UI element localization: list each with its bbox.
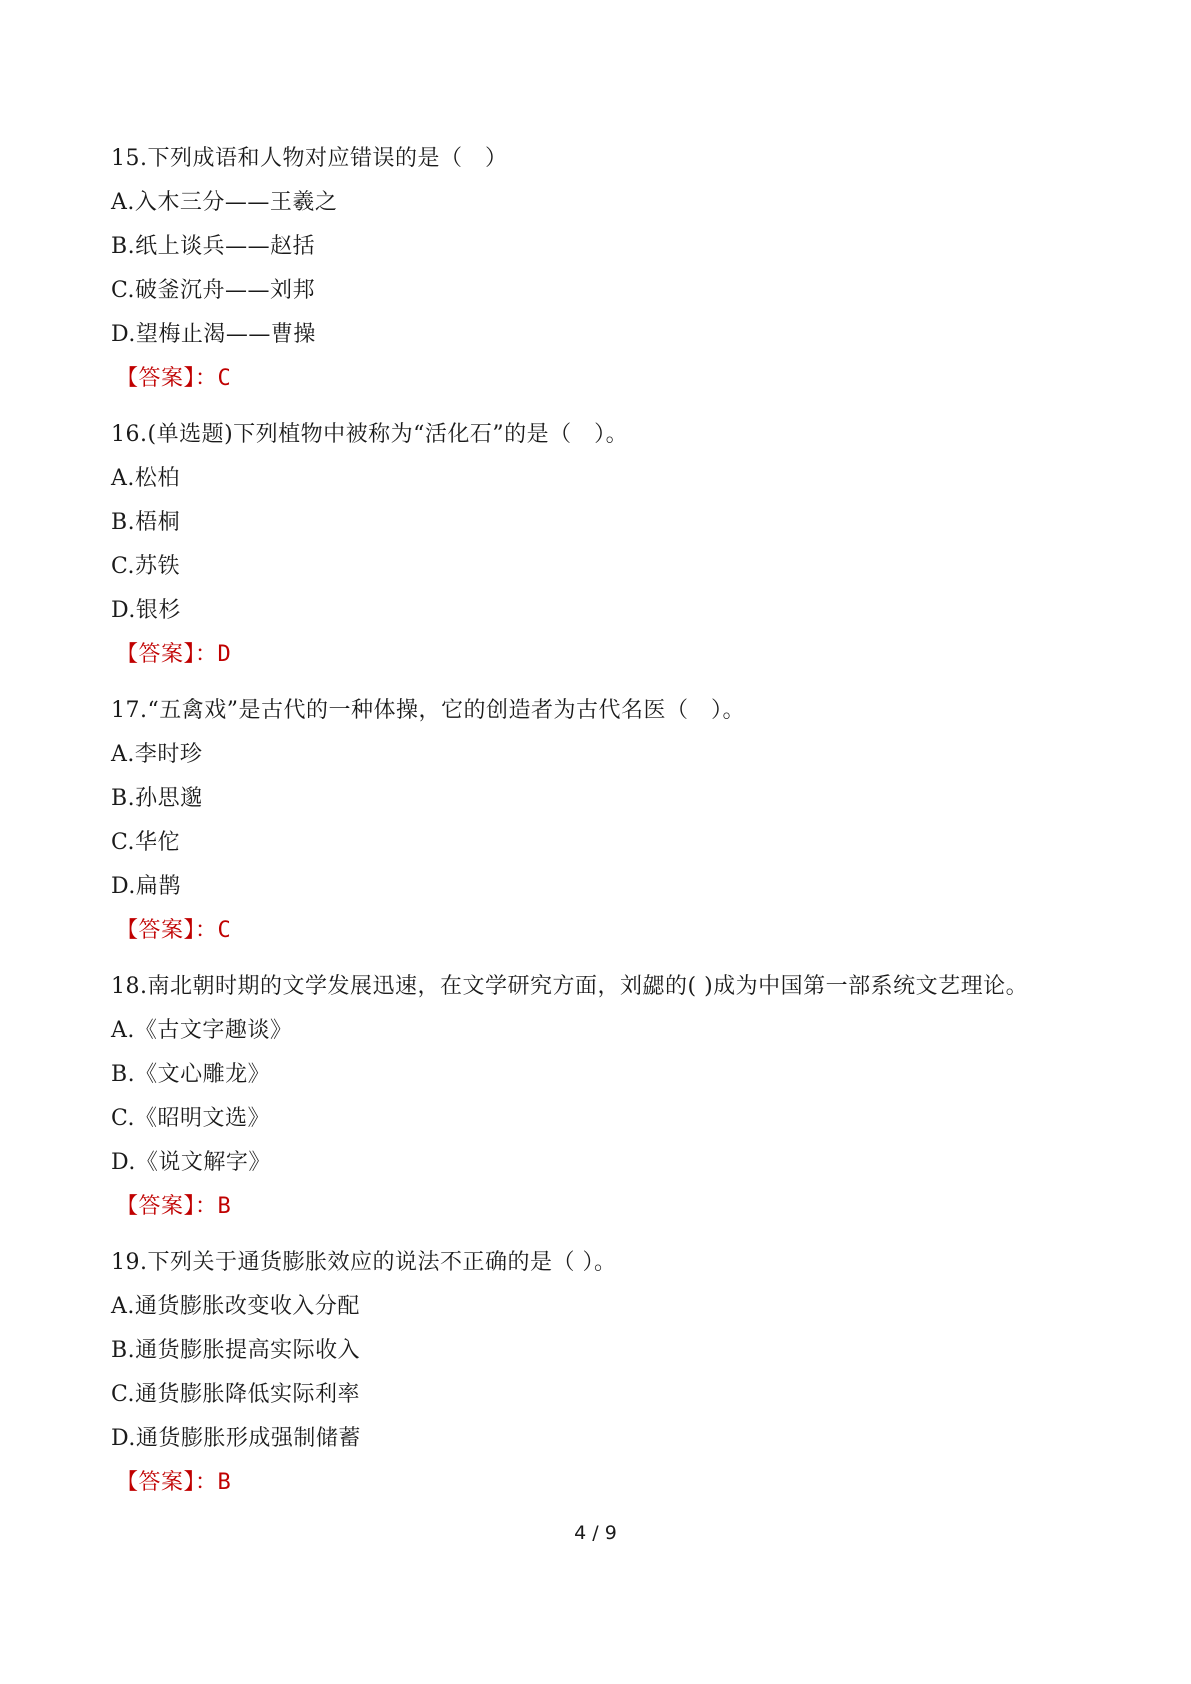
question-16 xyxy=(111,413,1111,677)
answer-value: B xyxy=(217,1194,232,1219)
answer-line xyxy=(111,357,1111,401)
option-c: C.《昭明文选》 xyxy=(111,1106,271,1131)
answer-label: 【答案】： xyxy=(116,1470,218,1495)
option-b: B.通货膨胀提高实际收入 xyxy=(111,1338,361,1363)
question-stem: 16.(单选题)下列植物中被称为“活化石”的是（ ）。 xyxy=(111,422,629,447)
option-d: D.《说文解字》 xyxy=(111,1150,271,1175)
question-19 xyxy=(111,1241,1111,1505)
page-number: 4 / 9 xyxy=(574,1522,617,1544)
question-18 xyxy=(111,965,1111,1229)
option-a: A.通货膨胀改变收入分配 xyxy=(111,1294,360,1319)
option-c: C.华佗 xyxy=(111,830,181,855)
option-d: D.望梅止渴——曹操 xyxy=(111,322,316,347)
option-b: B.《文心雕龙》 xyxy=(111,1062,271,1087)
question-stem: 17.“五禽戏”是古代的一种体操，它的创造者为古代名医（ ）。 xyxy=(111,698,745,723)
option-a: A.入木三分——王羲之 xyxy=(111,190,338,215)
answer-line xyxy=(111,909,1111,953)
answer-value: C xyxy=(217,918,232,943)
option-a: A.《古文字趣谈》 xyxy=(111,1018,293,1043)
option-d: D.扁鹊 xyxy=(111,874,181,899)
option-a: A.松柏 xyxy=(111,466,180,491)
answer-value: B xyxy=(217,1470,232,1495)
question-15 xyxy=(111,137,1111,401)
question-stem: 19.下列关于通货膨胀效应的说法不正确的是（ ）。 xyxy=(111,1250,617,1275)
question-17 xyxy=(111,689,1111,953)
option-c: C.苏铁 xyxy=(111,554,181,579)
answer-line xyxy=(111,633,1111,677)
answer-label: 【答案】： xyxy=(116,642,218,667)
option-c: C.破釜沉舟——刘邦 xyxy=(111,278,316,303)
option-d: D.银杉 xyxy=(111,598,181,623)
answer-value: C xyxy=(217,366,232,391)
answer-line xyxy=(111,1461,1111,1505)
option-b: B.孙思邈 xyxy=(111,786,203,811)
question-stem: 18.南北朝时期的文学发展迅速，在文学研究方面，刘勰的( )成为中国第一部系统文艺理论。 xyxy=(111,974,1029,999)
answer-label: 【答案】： xyxy=(116,366,218,391)
option-b: B.纸上谈兵——赵括 xyxy=(111,234,316,259)
question-stem: 15.下列成语和人物对应错误的是（ ） xyxy=(111,146,508,171)
answer-label: 【答案】： xyxy=(116,918,218,943)
answer-value: D xyxy=(217,642,232,667)
answer-label: 【答案】： xyxy=(116,1194,218,1219)
option-d: D.通货膨胀形成强制储蓄 xyxy=(111,1426,361,1451)
option-c: C.通货膨胀降低实际利率 xyxy=(111,1382,361,1407)
answer-line xyxy=(111,1185,1111,1229)
option-b: B.梧桐 xyxy=(111,510,181,535)
option-a: A.李时珍 xyxy=(111,742,203,767)
